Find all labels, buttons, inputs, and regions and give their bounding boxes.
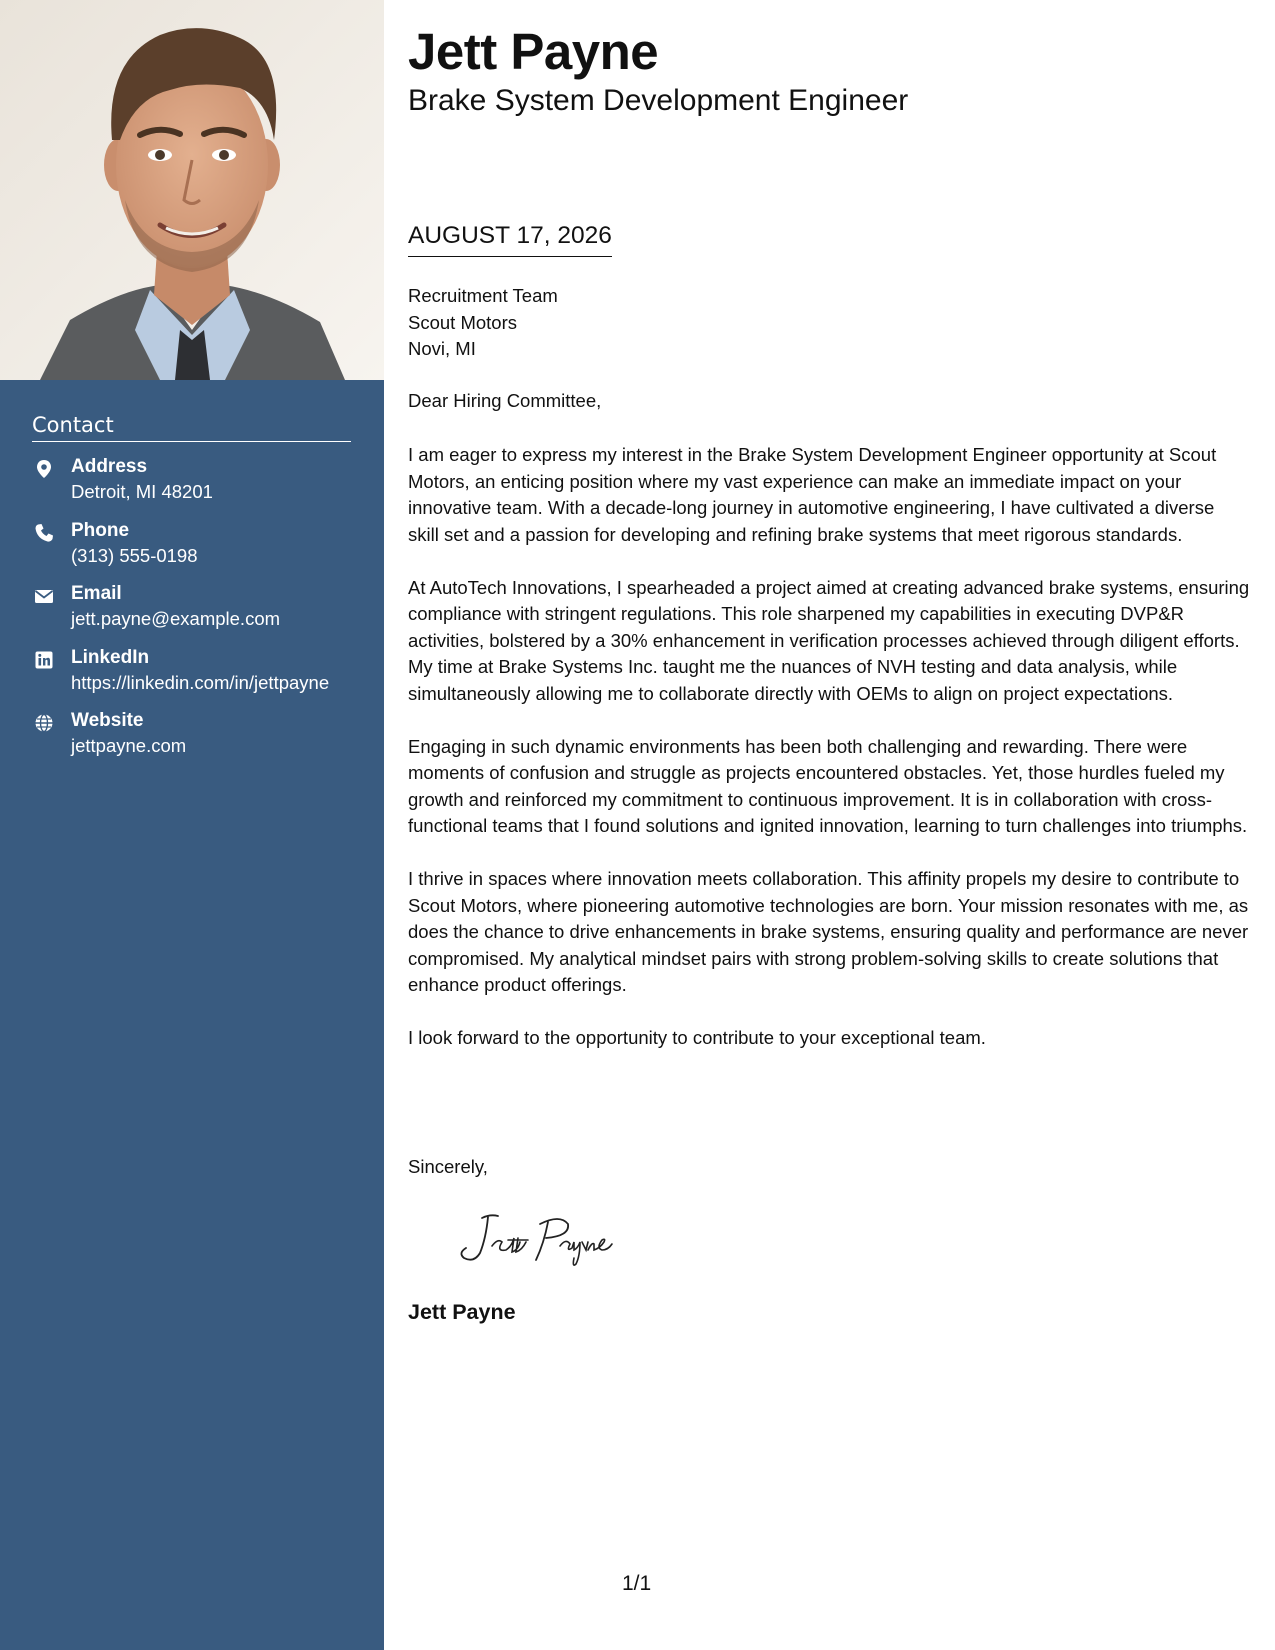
letter-body xyxy=(408,442,1250,1078)
contact-phone xyxy=(32,520,362,584)
contact-label: Website xyxy=(71,710,144,731)
contact-linkedin xyxy=(32,647,362,711)
handwritten-signature xyxy=(440,1208,640,1278)
contact-list xyxy=(32,456,362,774)
salutation: Dear Hiring Committee, xyxy=(408,390,602,411)
body-paragraph: I thrive in spaces where innovation meets collaboration. This affinity propels my desire to contribute to Scout Motors, where pioneering automotive technologies are born. Your mission resonates with me, as does the chance to drive enhancements in brake systems, ensuring quality and performance are never compromised. My analytical mindset pairs with strong problem-solving skills to create solutions that enhance product offerings. xyxy=(408,868,1249,995)
recipient-line: Recruitment Team xyxy=(408,285,558,306)
body-paragraph: At AutoTech Innovations, I spearheaded a project aimed at creating advanced brake systems, ensuring compliance with stringent regulations. This role sharpened my capabilities in executing DVP&R activities, bolstered by a 30% enhancement in verification processes achieved through diligent efforts. My time at Brake Systems Inc. taught me the nuances of NVH testing and data analysis, while simultaneously allowing me to collaborate directly with OEMs to align on project expectations. xyxy=(408,576,1250,704)
phone-value: (313) 555-0198 xyxy=(71,544,198,566)
contact-website xyxy=(32,710,362,774)
contact-heading: Contact xyxy=(32,413,351,442)
body-paragraph: Engaging in such dynamic environments has been both challenging and rewarding. There were moments of confusion and struggle as projects encountered obstacles. Yet, those hurdles fueled my growth and reinforced my commitment to continuous improvement. It is in collaboration with cross-functional teams that I found solutions and ignited innovation, learning to turn challenges into triumphs. xyxy=(408,735,1248,836)
contact-label: Email xyxy=(71,583,122,604)
page-number: 1/1 xyxy=(622,1572,652,1595)
location-pin-icon xyxy=(34,459,54,479)
body-paragraph: I look forward to the opportunity to contribute to your exceptional team. xyxy=(408,1027,986,1048)
recipient-line: Scout Motors xyxy=(408,311,517,333)
envelope-icon xyxy=(34,586,54,606)
linkedin-link[interactable]: https://linkedin.com/in/jettpayne xyxy=(71,671,330,693)
website-link[interactable]: jettpayne.com xyxy=(71,735,187,756)
address-value: Detroit, MI 48201 xyxy=(71,481,213,502)
job-title: Brake System Development Engineer xyxy=(408,84,909,117)
phone-icon xyxy=(34,523,54,543)
profile-photo xyxy=(0,0,384,380)
contact-label: LinkedIn xyxy=(71,646,150,668)
signer-name: Jett Payne xyxy=(408,1300,516,1324)
body-paragraph: I am eager to express my interest in the Brake System Development Engineer opportunity at Scout Motors, an enticing position where my vast experience can make an immediate impact on your innovative team. With a decade-long journey in automotive engineering, I have cultivated a diverse skill set and a passion for developing and refining brake systems that meet rigorous standards. xyxy=(408,444,1217,545)
recipient-block xyxy=(408,283,558,363)
applicant-name: Jett Payne xyxy=(408,23,659,80)
recipient-line: Novi, MI xyxy=(408,338,476,359)
portrait-illustration xyxy=(0,0,384,380)
linkedin-icon xyxy=(34,650,54,670)
closing: Sincerely, xyxy=(408,1156,488,1177)
contact-email xyxy=(32,583,362,647)
globe-icon xyxy=(34,713,54,733)
letter-date: AUGUST 17, 2026 xyxy=(408,222,612,257)
contact-label: Address xyxy=(71,456,148,477)
contact-address xyxy=(32,456,362,520)
contact-label: Phone xyxy=(71,519,130,541)
email-link[interactable]: jett.payne@example.com xyxy=(71,608,281,629)
